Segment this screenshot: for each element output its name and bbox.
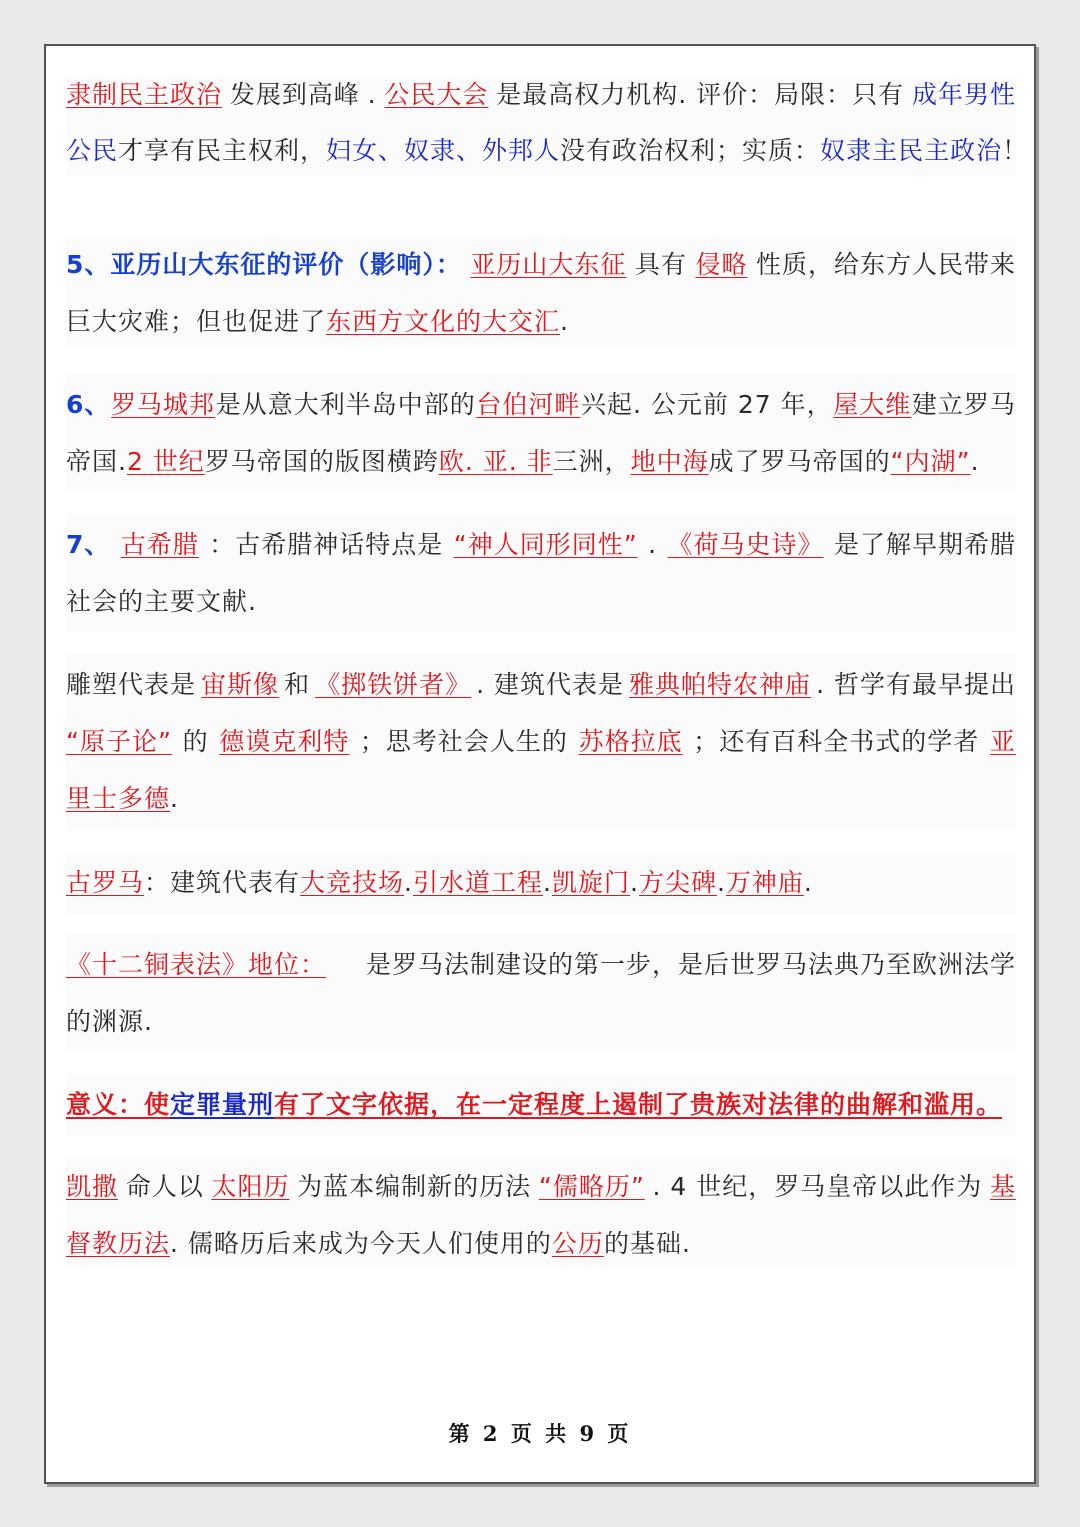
key-term: 台伯河畔 xyxy=(476,390,581,419)
text-run: . xyxy=(170,784,179,813)
key-term: 2 世纪 xyxy=(126,447,205,476)
emphasis-blue: 定罪量刑 xyxy=(170,1090,275,1119)
key-term: 公历 xyxy=(551,1229,604,1258)
key-term: 凯旋门 xyxy=(551,868,630,897)
text-run: . xyxy=(629,868,639,897)
text-run: . 建筑代表是 xyxy=(476,670,625,699)
key-term: 地中海 xyxy=(630,447,709,476)
section-number: 6、 xyxy=(66,390,111,419)
paragraph-athens-democracy xyxy=(66,76,1029,176)
key-term: 凯撒 xyxy=(66,1172,119,1201)
text-run: . xyxy=(970,447,980,476)
paragraph-greek-culture xyxy=(66,654,1016,830)
text-run: 的基础. xyxy=(603,1229,691,1258)
highlight-blue: 妇女、奴隶、外邦人 xyxy=(326,136,561,165)
text-line xyxy=(66,307,1016,337)
text-run: . xyxy=(803,868,813,897)
key-term: 侵略 xyxy=(695,250,748,279)
key-term: 欧. 亚. 非 xyxy=(438,447,553,476)
text-run: 帝国. xyxy=(66,447,127,476)
key-term: 引水道工程 xyxy=(413,868,544,897)
key-term: 亚 xyxy=(989,727,1016,756)
text-run: 是了解早期希腊 xyxy=(833,530,1016,559)
key-term: 屋大维 xyxy=(833,390,912,419)
text-run: 三洲， xyxy=(552,447,631,476)
text-run: . xyxy=(648,530,658,559)
paragraph-ancient-rome xyxy=(66,852,1016,914)
key-term: 亚历山大东征 xyxy=(470,250,627,279)
key-term: 《掷铁饼者》 xyxy=(315,670,472,699)
text-run: 雕塑代表是 xyxy=(66,670,197,699)
text-line xyxy=(66,1090,1016,1120)
text-run: 才享有民主权利， xyxy=(118,136,327,165)
key-term: 苏格拉底 xyxy=(578,727,683,756)
text-run: ！ xyxy=(1002,136,1029,165)
key-term: 东西方文化的大交汇 xyxy=(326,307,561,336)
key-term: 罗马城邦 xyxy=(111,390,216,419)
text-line xyxy=(66,250,1016,280)
text-run: 为蓝本编制新的历法 xyxy=(297,1172,532,1201)
text-run: 成了罗马帝国的 xyxy=(708,447,891,476)
text-line xyxy=(66,136,1029,166)
text-run: . 4 世纪，罗马皇帝以此作为 xyxy=(652,1172,983,1201)
text-run: 和 xyxy=(284,670,311,699)
text-run: . xyxy=(543,868,552,897)
key-term: 隶制民主政治 xyxy=(66,80,223,109)
text-line xyxy=(66,530,1016,560)
text-run: 的 xyxy=(182,727,209,756)
key-term: “儒略历” xyxy=(538,1172,645,1201)
paragraph-ancient-greece xyxy=(66,514,1016,632)
text-run: 具有 xyxy=(634,250,687,279)
key-term: “神人同形同性” xyxy=(453,530,638,559)
text-run: . xyxy=(560,307,569,336)
paragraph-rome-city-state xyxy=(66,374,1016,492)
key-term: 宙斯像 xyxy=(201,670,280,699)
text-run: 是最高权力机构. 评价：局限：只有 xyxy=(496,80,905,109)
document-page xyxy=(44,44,1036,1484)
text-run: . xyxy=(367,80,377,109)
paragraph-twelve-tables xyxy=(66,934,1016,1052)
key-term: 公民大会 xyxy=(384,80,489,109)
section-heading: 5、亚历山大东征的评价（影响）： xyxy=(66,250,462,279)
text-run: . 哲学有最早提出 xyxy=(816,670,1016,699)
key-term: 雅典帕特农神庙 xyxy=(629,670,812,699)
page-number-footer: 第 2 页 共 9 页 xyxy=(448,1421,632,1446)
text-line xyxy=(66,80,1016,110)
highlight-blue: 奴隶主民主政治 xyxy=(820,136,1003,165)
paragraph-alexander xyxy=(66,236,1016,348)
text-line xyxy=(66,784,1016,814)
text-run: . xyxy=(404,868,413,897)
text-run: 发展到高峰 xyxy=(229,80,360,109)
key-term: 古罗马 xyxy=(66,868,145,897)
key-term: 督教历法 xyxy=(66,1229,171,1258)
text-line xyxy=(66,447,1016,477)
text-run: 是罗马法制建设的第一步，是后世罗马法典乃至欧洲法学 xyxy=(365,950,1016,979)
text-run: ：古希腊神话特点是 xyxy=(209,530,444,559)
highlight-blue: 公民 xyxy=(66,136,119,165)
text-line xyxy=(66,390,1016,420)
text-run: ；还有百科全书式的学者 xyxy=(693,727,980,756)
key-term: 里士多德 xyxy=(66,784,171,813)
key-term: “原子论” xyxy=(66,727,172,756)
text-line xyxy=(66,868,1016,898)
text-line xyxy=(66,950,1016,980)
text-run: 性质，给东方人民带来 xyxy=(755,250,1016,279)
text-run: 的渊源. xyxy=(66,1007,153,1036)
emphasis-red: 有了文字依据，在一定程度上遏制了贵族对法律的曲解和滥用。 xyxy=(274,1090,1003,1119)
key-term: 大竞技场 xyxy=(300,868,405,897)
text-run: 建立罗马 xyxy=(911,390,1016,419)
key-term: 方尖碑 xyxy=(638,868,717,897)
key-term: “内湖” xyxy=(890,447,971,476)
text-line xyxy=(66,1007,1016,1037)
key-term: 基 xyxy=(989,1172,1016,1201)
text-run: ；思考社会人生的 xyxy=(359,727,568,756)
text-line xyxy=(66,670,1016,700)
section-number: 7、 xyxy=(66,530,111,559)
highlight-blue: 成年男性 xyxy=(911,80,1016,109)
text-run: 社会的主要文献. xyxy=(66,587,257,616)
key-term: 德谟克利特 xyxy=(219,727,350,756)
text-run: 罗马帝国的版图横跨 xyxy=(204,447,439,476)
text-run: 是从意大利半岛中部的 xyxy=(215,390,476,419)
text-run: 没有政治权利；实质： xyxy=(560,136,821,165)
key-term: 《荷马史诗》 xyxy=(667,530,824,559)
paragraph-julian-calendar xyxy=(66,1156,1016,1268)
paragraph-significance xyxy=(66,1074,1016,1136)
text-run: ：建筑代表有 xyxy=(144,868,301,897)
key-term: 《十二铜表法》地位： xyxy=(66,950,327,979)
text-run: . xyxy=(716,868,726,897)
key-term: 古希腊 xyxy=(120,530,199,559)
key-term: 万神庙 xyxy=(725,868,804,897)
key-term: 太阳历 xyxy=(211,1172,290,1201)
text-run: 命人以 xyxy=(125,1172,204,1201)
text-run: 巨大灾难；但也促进了 xyxy=(66,307,327,336)
emphasis-red: 意义：使 xyxy=(66,1090,171,1119)
text-run: 兴起. 公元前 27 年， xyxy=(581,390,833,419)
text-line xyxy=(66,727,1016,757)
text-line xyxy=(66,1229,1016,1259)
text-run: . 儒略历后来成为今天人们使用的 xyxy=(170,1229,552,1258)
text-line xyxy=(66,1172,1016,1202)
text-line xyxy=(66,587,1016,617)
